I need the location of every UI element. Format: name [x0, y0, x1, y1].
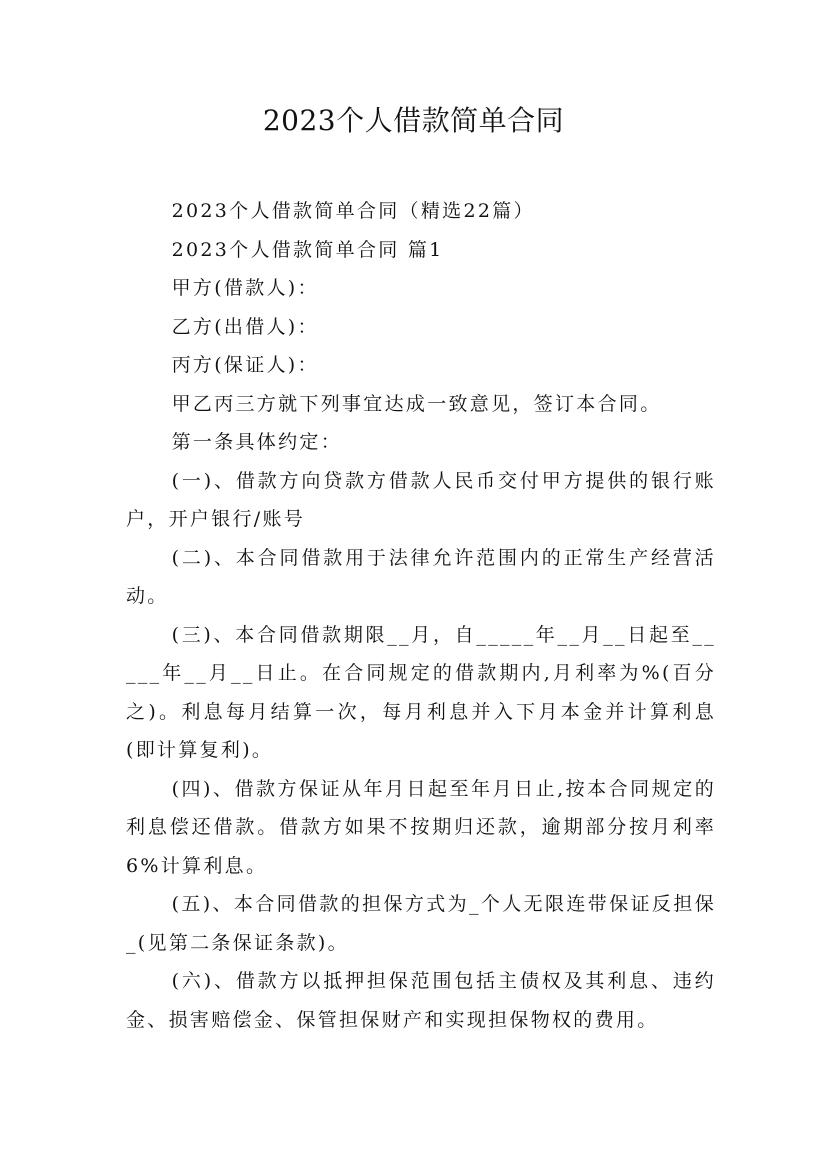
- paragraph-party-b: 乙方(出借人)：: [171, 315, 319, 338]
- paragraph-clause-2: (二)、本合同借款用于法律允许范围内的正常生产经营活动。: [126, 546, 716, 607]
- paragraph-party-a: 甲方(借款人)：: [171, 277, 319, 299]
- paragraph-article-1: 第一条具体约定：: [171, 431, 342, 453]
- paragraph-clause-6: (六)、借款方以抵押担保范围包括主债权及其利息、违约金、损害赔偿金、保管担保财产和实现担保物权的费用。: [126, 970, 716, 1031]
- paragraph-section-heading: 2023个人借款简单合同 篇1: [171, 238, 444, 261]
- paragraph-agreement: 甲乙丙三方就下列事宜达成一致意见，签订本合同。: [171, 392, 662, 415]
- paragraph-clause-5: (五)、本合同借款的担保方式为_个人无限连带保证反担保_(见第二条保证条款)。: [126, 893, 716, 954]
- paragraph-party-c: 丙方(保证人)：: [171, 354, 319, 376]
- paragraph-subtitle: 2023个人借款简单合同（精选22篇）: [171, 200, 535, 222]
- document-body: [126, 192, 716, 1039]
- paragraph-clause-4: (四)、借款方保证从年月日起至年月日止,按本合同规定的利息偿还借款。借款方如果不按期归还款，逾期部分按月利率6%计算利息。: [126, 777, 716, 877]
- paragraph-clause-1: (一)、借款方向贷款方借款人民币交付甲方提供的银行账户，开户银行/账号: [126, 469, 716, 530]
- paragraph-clause-3: (三)、本合同借款期限__月，自_____年__月__日起至_____年__月__日止。在合同规定的借款期内,月利率为%(百分之)。利息每月结算一次，每月利息并入下月本金并计算利息(即计算复利)。: [126, 623, 716, 761]
- document-title: 2023个人借款简单合同: [262, 104, 565, 137]
